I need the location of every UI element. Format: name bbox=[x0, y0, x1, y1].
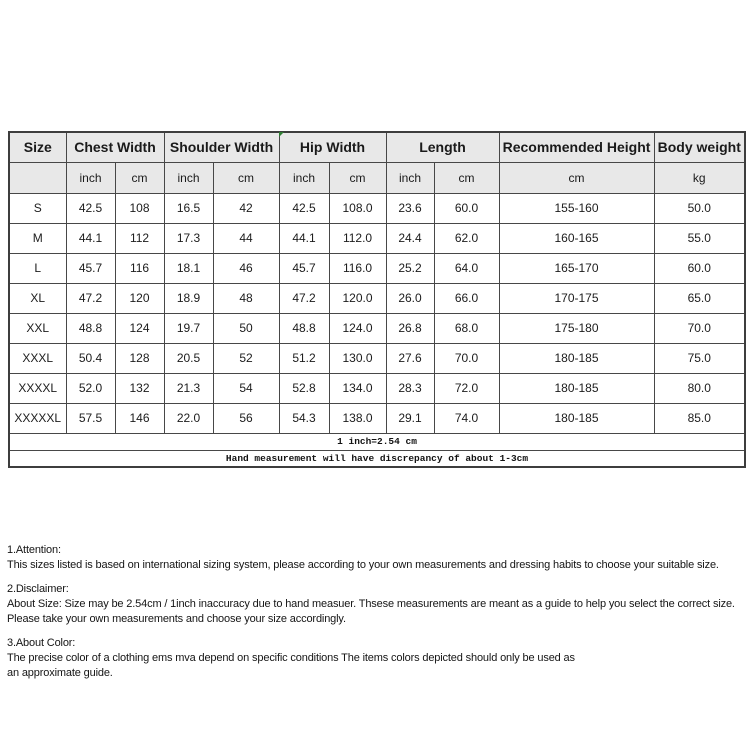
measurement-cell: 120.0 bbox=[329, 283, 386, 313]
note-heading: 3.About Color: bbox=[7, 637, 76, 649]
measurement-cell: 52.0 bbox=[66, 373, 115, 403]
measurement-cell: 108 bbox=[115, 193, 164, 223]
size-label-cell: S bbox=[9, 193, 66, 223]
measurement-cell: 48.8 bbox=[66, 313, 115, 343]
column-header-chest-width: Chest Width bbox=[66, 132, 164, 162]
measurement-cell: 21.3 bbox=[164, 373, 213, 403]
notes-section bbox=[7, 543, 750, 690]
measurement-cell: 57.5 bbox=[66, 403, 115, 433]
measurement-cell: 112.0 bbox=[329, 223, 386, 253]
measurement-cell: 55.0 bbox=[654, 223, 745, 253]
measurement-cell: 18.1 bbox=[164, 253, 213, 283]
unit-header: cm bbox=[434, 162, 499, 193]
column-header-length: Length bbox=[386, 132, 499, 162]
measurement-cell: 128 bbox=[115, 343, 164, 373]
measurement-cell: 47.2 bbox=[279, 283, 329, 313]
note-line: Please take your own measurements and choose your size accordingly. bbox=[7, 613, 346, 625]
measurement-cell: 52.8 bbox=[279, 373, 329, 403]
measurement-cell: 180-185 bbox=[499, 403, 654, 433]
measurement-cell: 29.1 bbox=[386, 403, 434, 433]
measurement-cell: 26.0 bbox=[386, 283, 434, 313]
measurement-cell: 44.1 bbox=[279, 223, 329, 253]
size-label-cell: XXXXXL bbox=[9, 403, 66, 433]
measurement-cell: 54.3 bbox=[279, 403, 329, 433]
measurement-cell: 25.2 bbox=[386, 253, 434, 283]
measurement-cell: 19.7 bbox=[164, 313, 213, 343]
column-header-body-weight: Body weight bbox=[654, 132, 745, 162]
measurement-cell: 80.0 bbox=[654, 373, 745, 403]
size-chart-table-wrap bbox=[8, 131, 746, 468]
measurement-cell: 45.7 bbox=[279, 253, 329, 283]
measurement-cell: 26.8 bbox=[386, 313, 434, 343]
size-chart-table bbox=[8, 131, 746, 468]
note-heading: 1.Attention: bbox=[7, 544, 61, 556]
note-about-color bbox=[7, 636, 750, 681]
unit-header: cm bbox=[213, 162, 279, 193]
measurement-cell: 48.8 bbox=[279, 313, 329, 343]
unit-header: inch bbox=[386, 162, 434, 193]
column-header-hip-width: Hip Width bbox=[279, 132, 386, 162]
table-row bbox=[9, 253, 745, 283]
measurement-cell: 42 bbox=[213, 193, 279, 223]
measurement-cell: 51.2 bbox=[279, 343, 329, 373]
measurement-cell: 44 bbox=[213, 223, 279, 253]
measurement-cell: 120 bbox=[115, 283, 164, 313]
measurement-cell: 175-180 bbox=[499, 313, 654, 343]
measurement-cell: 24.4 bbox=[386, 223, 434, 253]
measurement-cell: 48 bbox=[213, 283, 279, 313]
measurement-cell: 23.6 bbox=[386, 193, 434, 223]
unit-header: inch bbox=[66, 162, 115, 193]
unit-header-row bbox=[9, 162, 745, 193]
measurement-cell: 42.5 bbox=[279, 193, 329, 223]
measurement-cell: 75.0 bbox=[654, 343, 745, 373]
measurement-cell: 124 bbox=[115, 313, 164, 343]
note-line: About Size: Size may be 2.54cm / 1inch inaccuracy due to hand measuer. Thsese measurements are meant as a guide to help you select the correct size. bbox=[7, 598, 735, 610]
table-row bbox=[9, 283, 745, 313]
measurement-cell: 180-185 bbox=[499, 373, 654, 403]
measurement-cell: 65.0 bbox=[654, 283, 745, 313]
size-table-body bbox=[9, 193, 745, 433]
measurement-cell: 47.2 bbox=[66, 283, 115, 313]
size-label-cell: XXXXL bbox=[9, 373, 66, 403]
measurement-cell: 27.6 bbox=[386, 343, 434, 373]
measurement-cell: 45.7 bbox=[66, 253, 115, 283]
measurement-cell: 108.0 bbox=[329, 193, 386, 223]
note-disclaimer bbox=[7, 582, 750, 627]
measurement-cell: 62.0 bbox=[434, 223, 499, 253]
size-label-cell: XL bbox=[9, 283, 66, 313]
unit-header-empty bbox=[9, 162, 66, 193]
measurement-cell: 44.1 bbox=[66, 223, 115, 253]
note-line: an approximate guide. bbox=[7, 667, 113, 679]
note-line: The precise color of a clothing ems mva depend on specific conditions The items colors depicted should only be used as bbox=[7, 652, 575, 664]
measurement-cell: 165-170 bbox=[499, 253, 654, 283]
measurement-cell: 72.0 bbox=[434, 373, 499, 403]
note-attention bbox=[7, 543, 750, 573]
measurement-cell: 20.5 bbox=[164, 343, 213, 373]
measurement-cell: 66.0 bbox=[434, 283, 499, 313]
measurement-cell: 50.4 bbox=[66, 343, 115, 373]
footnote-inch-conversion: 1 inch=2.54 cm bbox=[9, 433, 745, 450]
table-row bbox=[9, 313, 745, 343]
measurement-cell: 138.0 bbox=[329, 403, 386, 433]
measurement-cell: 52 bbox=[213, 343, 279, 373]
note-heading: 2.Disclaimer: bbox=[7, 583, 69, 595]
measurement-cell: 64.0 bbox=[434, 253, 499, 283]
column-header-recommended-height: Recommended Height bbox=[499, 132, 654, 162]
footnote-row bbox=[9, 433, 745, 450]
column-header-size: Size bbox=[9, 132, 66, 162]
measurement-cell: 112 bbox=[115, 223, 164, 253]
table-row bbox=[9, 403, 745, 433]
measurement-cell: 17.3 bbox=[164, 223, 213, 253]
measurement-cell: 116 bbox=[115, 253, 164, 283]
unit-header: inch bbox=[279, 162, 329, 193]
measurement-cell: 18.9 bbox=[164, 283, 213, 313]
footnote-row bbox=[9, 450, 745, 467]
measurement-cell: 50.0 bbox=[654, 193, 745, 223]
measurement-cell: 28.3 bbox=[386, 373, 434, 403]
unit-header: cm bbox=[329, 162, 386, 193]
measurement-cell: 132 bbox=[115, 373, 164, 403]
measurement-cell: 50 bbox=[213, 313, 279, 343]
measurement-cell: 60.0 bbox=[654, 253, 745, 283]
measurement-cell: 46 bbox=[213, 253, 279, 283]
measurement-cell: 70.0 bbox=[654, 313, 745, 343]
measurement-cell: 16.5 bbox=[164, 193, 213, 223]
measurement-cell: 134.0 bbox=[329, 373, 386, 403]
note-line: This sizes listed is based on international sizing system, please according to your own measurements and dressing habits to choose your suitable size. bbox=[7, 559, 719, 571]
measurement-cell: 116.0 bbox=[329, 253, 386, 283]
footnote-measurement-discrepancy: Hand measurement will have discrepancy of about 1-3cm bbox=[9, 450, 745, 467]
column-header-shoulder-width: Shoulder Width bbox=[164, 132, 279, 162]
size-label-cell: M bbox=[9, 223, 66, 253]
measurement-cell: 54 bbox=[213, 373, 279, 403]
measurement-cell: 155-160 bbox=[499, 193, 654, 223]
table-row bbox=[9, 373, 745, 403]
measurement-cell: 130.0 bbox=[329, 343, 386, 373]
measurement-cell: 180-185 bbox=[499, 343, 654, 373]
measurement-cell: 22.0 bbox=[164, 403, 213, 433]
size-label-cell: L bbox=[9, 253, 66, 283]
measurement-cell: 74.0 bbox=[434, 403, 499, 433]
table-row bbox=[9, 193, 745, 223]
measurement-cell: 68.0 bbox=[434, 313, 499, 343]
unit-header: inch bbox=[164, 162, 213, 193]
size-label-cell: XXL bbox=[9, 313, 66, 343]
measurement-cell: 85.0 bbox=[654, 403, 745, 433]
measurement-cell: 42.5 bbox=[66, 193, 115, 223]
measurement-cell: 124.0 bbox=[329, 313, 386, 343]
unit-header: cm bbox=[115, 162, 164, 193]
measurement-cell: 70.0 bbox=[434, 343, 499, 373]
measurement-cell: 146 bbox=[115, 403, 164, 433]
size-label-cell: XXXL bbox=[9, 343, 66, 373]
unit-header: cm bbox=[499, 162, 654, 193]
measurement-cell: 160-165 bbox=[499, 223, 654, 253]
header-row bbox=[9, 132, 745, 162]
measurement-cell: 170-175 bbox=[499, 283, 654, 313]
measurement-cell: 56 bbox=[213, 403, 279, 433]
table-row bbox=[9, 223, 745, 253]
unit-header: kg bbox=[654, 162, 745, 193]
measurement-cell: 60.0 bbox=[434, 193, 499, 223]
table-row bbox=[9, 343, 745, 373]
